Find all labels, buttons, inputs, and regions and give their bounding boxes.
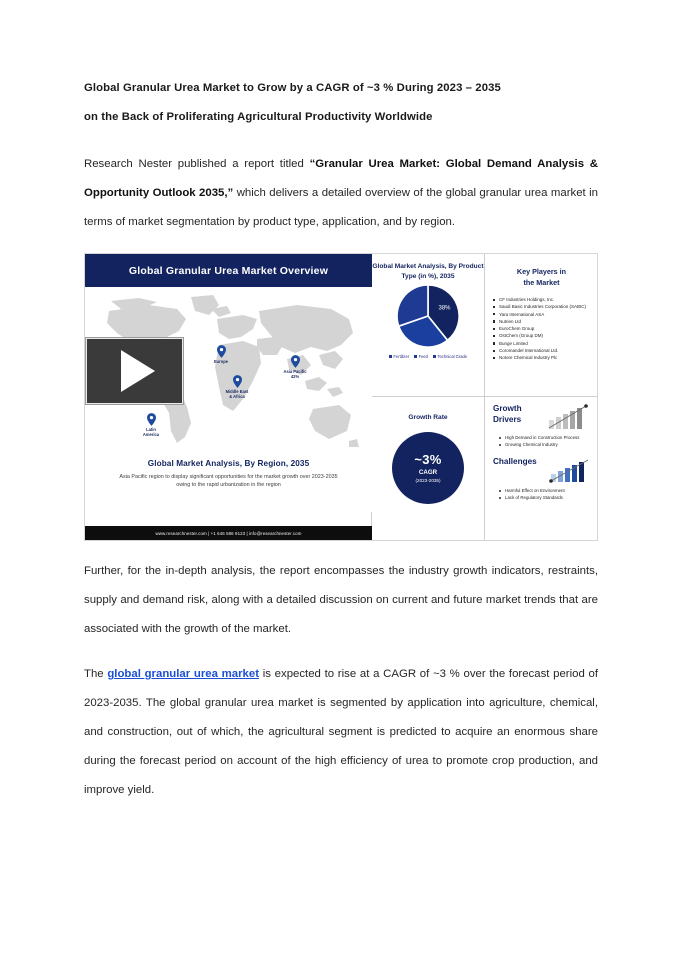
map-caption bbox=[85, 459, 372, 490]
para3-before: The bbox=[84, 668, 108, 680]
paragraph-market-cagr bbox=[84, 660, 598, 805]
para1-before: Research Nester published a report titled bbox=[84, 158, 310, 170]
key-players-panel bbox=[485, 254, 598, 397]
paragraph-intro bbox=[84, 150, 598, 237]
video-play-overlay[interactable] bbox=[86, 338, 183, 404]
infographic-map-panel bbox=[85, 254, 372, 540]
list-item: CF Industries Holdings, Inc. bbox=[499, 296, 592, 303]
page-title bbox=[84, 74, 598, 132]
para1-after: which delivers a detailed overview of the global granular urea market in terms of market segmentation by product type, application, and by region. bbox=[84, 187, 598, 228]
list-item: Saudi Basic Industries Corporation (SABIC) bbox=[499, 303, 592, 310]
report-title-bold: “Granular Urea Market: Global Demand Analysis & Opportunity Outlook 2035,” bbox=[84, 158, 598, 199]
challenges-block bbox=[485, 448, 598, 501]
growth-bar-chart-icon bbox=[548, 404, 592, 430]
key-players-list bbox=[485, 296, 598, 362]
legend-item-technical-grade: Technical Grade bbox=[433, 354, 467, 359]
location-pin-icon bbox=[217, 345, 226, 358]
map-pin-middle-east-africa bbox=[215, 375, 259, 399]
location-pin-icon bbox=[233, 375, 242, 388]
map-pin-latin-america bbox=[129, 413, 173, 437]
global-granular-urea-market-link[interactable]: global granular urea market bbox=[107, 668, 260, 680]
legend-swatch-icon bbox=[389, 355, 392, 358]
growth-rate-badge bbox=[392, 432, 464, 504]
list-item: Harmful Effect on Environment bbox=[505, 488, 592, 495]
growth-rate-period: (2023-2035) bbox=[415, 478, 441, 483]
map-pin-asia-pacific bbox=[273, 355, 317, 379]
legend-swatch-icon bbox=[433, 355, 436, 358]
map-pin-label: Asia Pacific bbox=[283, 368, 307, 374]
growth-drivers-block bbox=[485, 397, 598, 448]
pie-chart-title: Global Market Analysis, By Product Type (in %), 2035 bbox=[372, 263, 484, 280]
para3-after: is expected to rise at a CAGR of ~3 % over the forecast period of 2023-2035. The global granular urea market is segmented by application into agriculture, chemical, and construction, out of which, the agricultural segment is predicted to acquire an enormous share during the forecast period on account of the high efficiency of urea to promote crop production, and improve yield. bbox=[84, 668, 599, 796]
list-item: OstChem (Group DM) bbox=[499, 332, 592, 339]
list-item: Lack of Regulatory Standards bbox=[505, 495, 592, 502]
map-pin-label: Middle East & Africa bbox=[225, 388, 249, 399]
list-item: Nutrien Ltd bbox=[499, 318, 592, 325]
product-type-pie-panel bbox=[372, 254, 485, 397]
headline-line-2: on the Back of Proliferating Agricultural Productivity Worldwide bbox=[84, 111, 433, 123]
list-item: High Demand in Construction Process bbox=[505, 435, 592, 442]
challenges-title: Challenges bbox=[493, 457, 537, 467]
list-item: Coromandel International Ltd. bbox=[499, 347, 592, 354]
pie-chart-legend bbox=[372, 354, 484, 359]
list-item: Growing Chemical Industry bbox=[505, 442, 592, 449]
growth-rate-panel bbox=[372, 397, 485, 540]
location-pin-icon bbox=[291, 355, 300, 368]
play-icon bbox=[121, 350, 155, 392]
legend-item-fertilizer: Fertilizer bbox=[389, 354, 409, 359]
pie-slice-label-fertilizer: 38% bbox=[438, 305, 451, 312]
list-item: Notore Chemical Industry Plc bbox=[499, 354, 592, 361]
challenges-bar-chart-icon bbox=[548, 457, 592, 483]
location-pin-icon bbox=[147, 413, 156, 426]
market-overview-infographic bbox=[84, 253, 598, 541]
map-pin-value: 42% bbox=[290, 373, 300, 379]
list-item: EuroChem Group bbox=[499, 325, 592, 332]
paragraph-analysis: Further, for the in-depth analysis, the report encompasses the industry growth indicators, restraints, supply and demand risk, along with a detailed discussion on current and future market trends that are associated with the growth of the market. bbox=[84, 565, 598, 635]
pie-chart bbox=[372, 283, 484, 349]
key-players-title: Key Players in the Market bbox=[516, 267, 567, 287]
map-pin-label: Europe bbox=[213, 358, 229, 364]
growth-drivers-list bbox=[493, 435, 592, 448]
growth-rate-value: ~3% bbox=[414, 452, 442, 467]
infographic-footer: www.researchnester.com | +1 646 586 9123 | info@researchnester.com bbox=[85, 526, 372, 540]
map-caption-subtitle: Asia Pacific region to display significant opportunities for the market growth over 2023-2035 owing to the rapid urbanization in the region bbox=[119, 474, 338, 489]
legend-swatch-icon bbox=[414, 355, 417, 358]
list-item: Yara International ASA bbox=[499, 311, 592, 318]
challenges-list bbox=[493, 488, 592, 501]
legend-item-feed: Feed bbox=[414, 354, 428, 359]
map-pin-label: Latin America bbox=[142, 426, 160, 437]
growth-rate-unit: CAGR bbox=[418, 469, 438, 476]
challenges-header bbox=[493, 457, 592, 483]
growth-drivers-header bbox=[493, 404, 592, 430]
list-item: Bunge Limited bbox=[499, 340, 592, 347]
infographic-title: Global Granular Urea Market Overview bbox=[85, 254, 372, 287]
drivers-challenges-panel bbox=[485, 397, 598, 540]
document-content bbox=[84, 74, 598, 821]
growth-drivers-title: Growth Drivers bbox=[493, 404, 522, 424]
pie-chart-svg bbox=[395, 283, 461, 349]
map-pin-europe bbox=[199, 345, 243, 364]
map-caption-title: Global Market Analysis, By Region, 2035 bbox=[147, 459, 310, 468]
headline-line-1: Global Granular Urea Market to Grow by a CAGR of ~3 % During 2023 – 2035 bbox=[84, 82, 501, 94]
growth-rate-title: Growth Rate bbox=[408, 414, 448, 421]
